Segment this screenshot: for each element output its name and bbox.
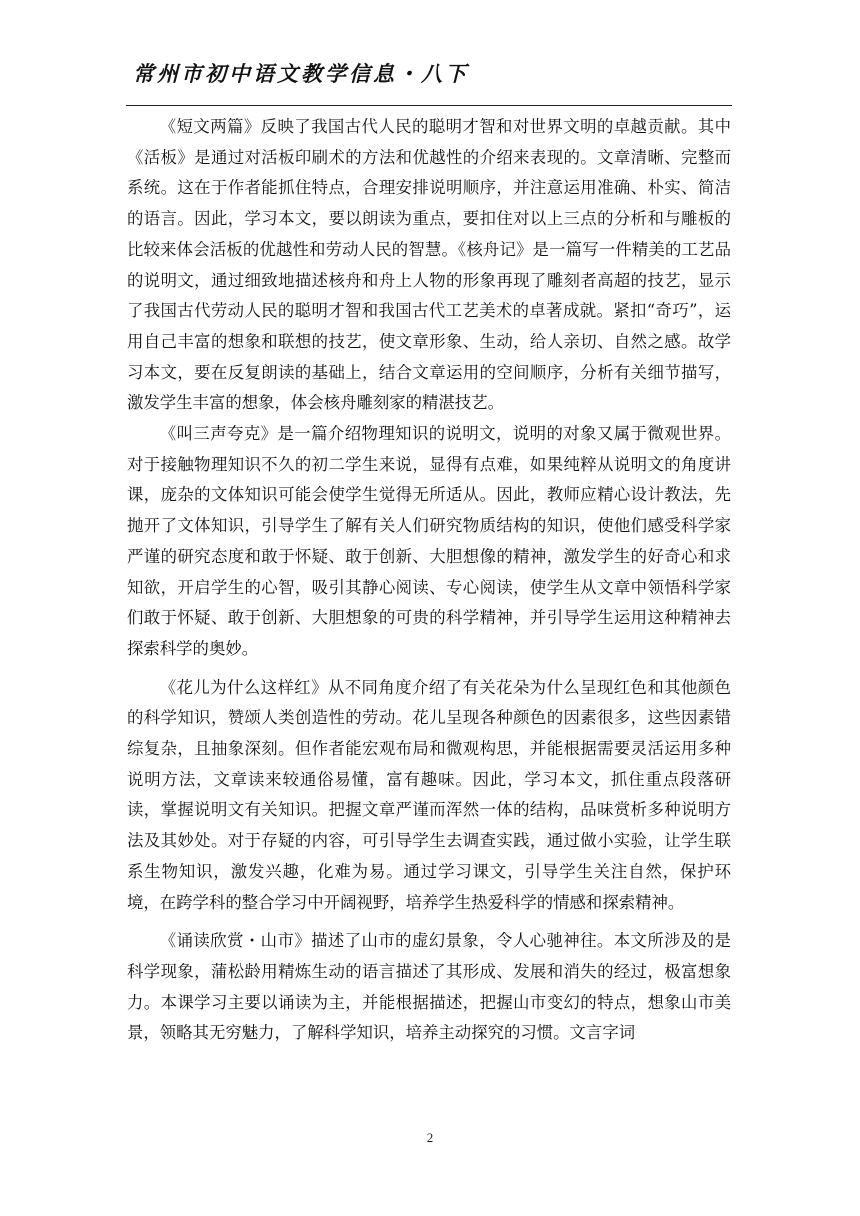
paragraph-quark: 《叫三声夸克》是一篇介绍物理知识的说明文，说明的对象又属于微观世界。对于接触物理知识不久的初二学生来说，显得有点难，如果纯粹从说明文的角度讲课，庞杂的文体知识可能会使学生觉得无所适从。因此，教师应精心设计教法，先抛开了文体知识，引导学生了解有关人们研究物质结构的知识，使他们感受科学家严谨的研究态度和敢于怀疑、敢于创新、大胆想像的精神，激发学生的好奇心和求知欲，开启学生的心智，吸引其静心阅读、专心阅读，使学生从文章中领悟科学家们敢于怀疑、敢于创新、大胆想象的可贵的科学精神，并引导学生运用这种精神去探索科学的奥妙。: [127, 424, 731, 658]
page-header-title: 常州市初中语文教学信息・八下: [133, 62, 469, 86]
document-body: [127, 112, 731, 1049]
header-divider: [126, 105, 732, 106]
paragraph-flowers: 《花儿为什么这样红》从不同角度介绍了有关花朵为什么呈现红色和其他颜色的科学知识，赞颂人类创造性的劳动。花儿呈现各种颜色的因素很多，这些因素错综复杂，且抽象深刻。但作者能宏观布局和微观构思，并能根据需要灵活运用多种说明方法，文章读来较通俗易懂，富有趣味。因此，学习本文，抓住重点段落研读，掌握说明文有关知识。把握文章严谨而浑然一体的结构，品味赏析多种说明方法及其妙处。对于存疑的内容，可引导学生去调查实践，通过做小实验，让学生联系生物知识，激发兴趣，化难为易。通过学习课文，引导学生关注自然，保护环境，在跨学科的整合学习中开阔视野，培养学生热爱科学的情感和探索精神。: [127, 677, 731, 912]
page-number: 2: [426, 1130, 434, 1145]
paragraph-short-essays: 《短文两篇》反映了我国古代人民的聪明才智和对世界文明的卓越贡献。其中《活板》是通过对活板印刷术的方法和优越性的介绍来表现的。文章清晰、完整而系统。这在于作者能抓住特点，合理安排说明顺序，并注意运用准确、朴实、简洁的语言。因此，学习本文，要以朗读为重点，要扣住对以上三点的分析和与雕板的比较来体会活板的优越性和劳动人民的智慧。《核舟记》是一篇写一件精美的工艺品的说明文，通过细致地描述核舟和舟上人物的形象再现了雕刻者高超的技艺，显示了我国古代劳动人民的聪明才智和我国古代工艺美术的卓著成就。紧扣“奇巧”，运用自己丰富的想象和联想的技艺，使文章形象、生动，给人亲切、自然之感。故学习本文，要在反复朗读的基础上，结合文章运用的空间顺序，分析有关细节描写，激发学生丰富的想象，体会核舟雕刻家的精湛技艺。: [127, 117, 731, 413]
paragraph-mountain-market: 《诵读欣赏・山市》描述了山市的虚幻景象，令人心驰神往。本文所涉及的是科学现象，蒲松龄用精炼生动的语言描述了其形成、发展和消失的经过，极富想象力。本课学习主要以诵读为主，并能根据描述，把握山市变幻的特点，想象山市美景，领略其无穷魅力，了解科学知识，培养主动探究的习惯。文言字词: [127, 931, 731, 1043]
